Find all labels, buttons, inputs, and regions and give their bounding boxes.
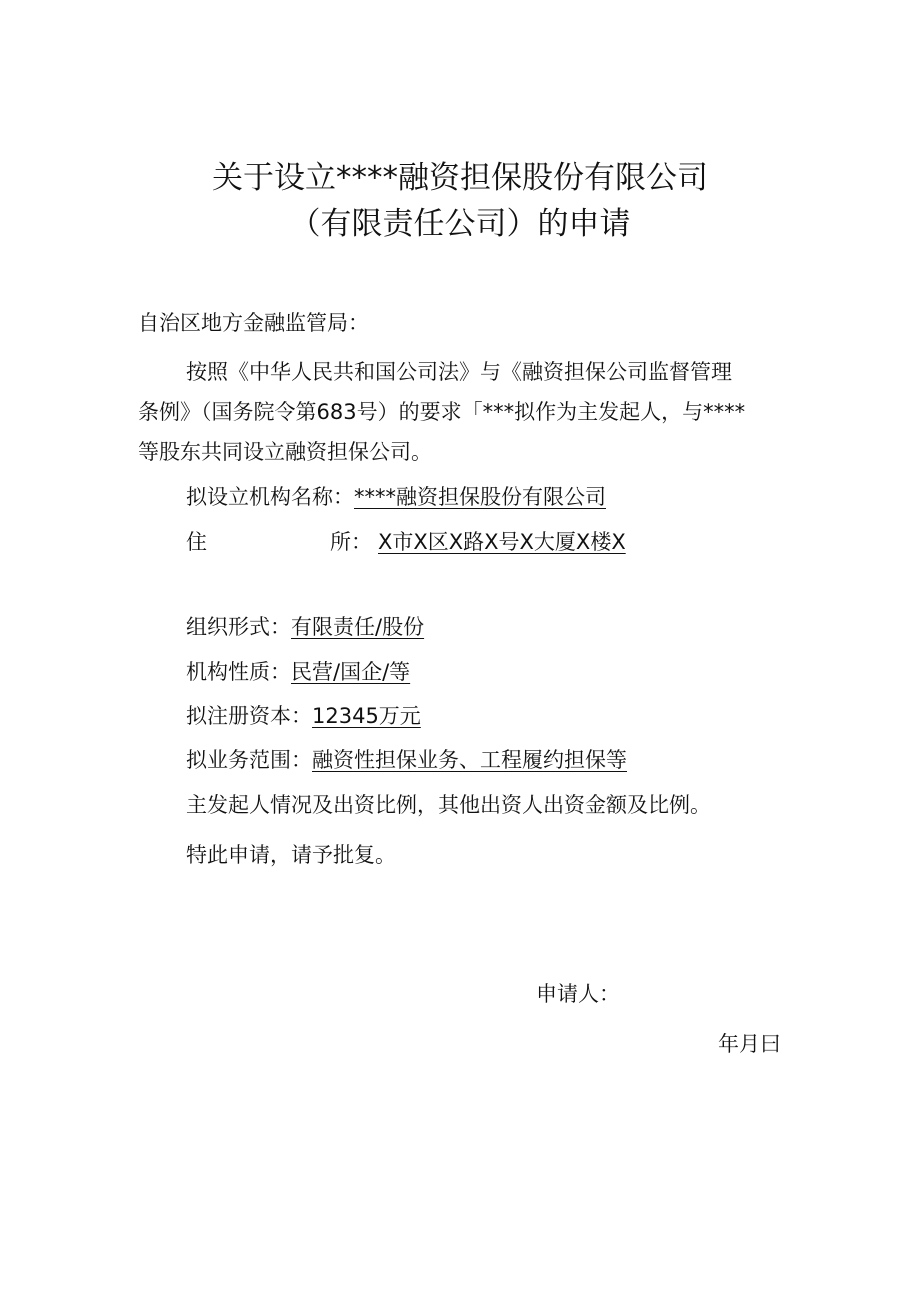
addressee: 自治区地方金融监管局：	[138, 311, 369, 335]
registered-capital-row	[186, 701, 421, 731]
address-label-part2: 所：	[330, 530, 372, 554]
institution-nature-label: 机构性质：	[186, 660, 291, 684]
date-label: 年月曰	[718, 1032, 781, 1056]
address-label-part1: 住	[186, 530, 207, 554]
organization-form-value: 有限责任/股份	[291, 615, 425, 639]
shareholder-info: 主发起人情况及出资比例，其他出资人出资金额及比例。	[186, 793, 711, 817]
registered-capital-label: 拟注册资本：	[186, 704, 312, 728]
institution-name-label: 拟设立机构名称：	[186, 485, 354, 509]
address-value: X市X区X路X号X大厦X楼X	[378, 530, 626, 554]
closing-statement: 特此申请，请予批复。	[186, 843, 396, 867]
organization-form-label: 组织形式：	[186, 615, 291, 639]
institution-nature-value: 民营/国企/等	[291, 660, 411, 684]
business-scope-row	[186, 745, 627, 775]
business-scope-value: 融资性担保业务、工程履约担保等	[312, 748, 627, 772]
document-title-line1: 关于设立****融资担保股份有限公司	[212, 160, 708, 196]
body-line-2: 条例》（国务院令第683号）的要求「***拟作为主发起人，与****	[138, 400, 746, 424]
institution-name-row	[186, 482, 606, 512]
organization-form-row	[186, 612, 424, 642]
applicant-label: 申请人：	[536, 982, 620, 1006]
body-line-3: 等股东共同设立融资担保公司。	[138, 440, 432, 464]
body-line-1: 按照《中华人民共和国公司法》与《融资担保公司监督管理	[186, 360, 732, 384]
business-scope-label: 拟业务范围：	[186, 748, 312, 772]
institution-name-value: ****融资担保股份有限公司	[354, 485, 606, 509]
document-title-line2: （有限责任公司）的申请	[289, 206, 631, 242]
registered-capital-value: 12345万元	[312, 704, 421, 728]
institution-nature-row	[186, 657, 410, 687]
